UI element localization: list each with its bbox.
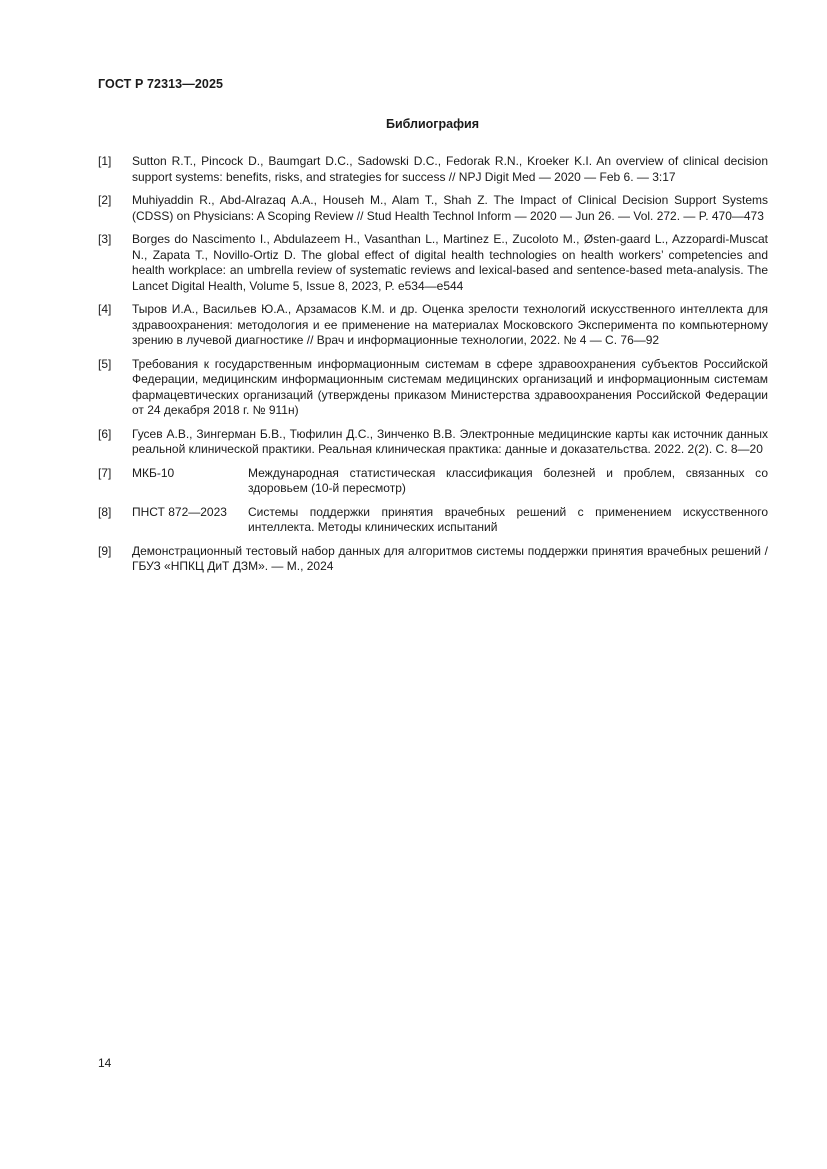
reference-text: Sutton R.T., Pincock D., Baumgart D.C., Sadowski D.C., Fedorak R.N., Kroeker K.I. An overview of clinical decision support systems: benefits, risks, and strategies for success // NPJ Digit Med — 2020 — Feb 6. — 3:17 [132,154,768,184]
reference-text: Требования к государственным информационным системам в сфере здравоохранения субъектов Российской Федерации, медицинским информационным системам медицинских организаций и информационным системам фармацевтических организаций (утверждены приказом Министерства здравоохранения Российской Федерации от 24 декабря 2018 г. № 911н) [132,356,768,417]
reference-item [98,193,768,224]
reference-item [98,302,768,349]
reference-item [98,357,768,419]
reference-number: [4] [98,302,112,316]
standard-code: ГОСТ Р 72313—2025 [98,77,224,91]
reference-number: [1] [98,154,112,168]
reference-number: [8] [98,504,112,519]
bibliography-list [98,154,768,583]
reference-number: [3] [98,232,112,246]
reference-number: [6] [98,426,112,441]
reference-item [98,466,768,497]
reference-number: [9] [98,543,112,558]
reference-item [98,544,768,575]
reference-number: [2] [98,193,112,207]
reference-number: [5] [98,356,112,371]
reference-text: Muhiyaddin R., Abd-Alrazaq A.A., Househ M., Alam T., Shah Z. The Impact of Clinical Decision Support Systems (CDSS) on Physicians: A Scoping Review // Stud Health Technol Inform — 2020 — Jun 26. — Vol. 272. — P. 470—473 [132,193,768,223]
reference-number: [7] [98,465,112,480]
reference-text: Borges do Nascimento I., Abdulazeem H., Vasanthan L., Martinez E., Zucoloto M., Østen-gaard L., Azzopardi-Muscat N., Zapata T., Novillo-Ortiz D. The global effect of digital health technologies on health workers’ competencies and health workplace: an umbrella review of systematic reviews and lexical-based and sentence-based meta-analysis. The Lancet Digital Health, Volume 5, Issue 8, 2023, P. e534—e544 [132,232,768,293]
reference-code: МКБ-10 [132,465,175,480]
reference-text: Тыров И.А., Васильев Ю.А., Арзамасов К.М. и др. Оценка зрелости технологий искусственного интеллекта для здравоохранения: методология и ее применение на материалах Московского Эксперимента по компьютерному зрению в лучевой диагностике // Врач и информационные технологии, 2022. № 4 — С. 76—92 [132,302,768,347]
page-number: 14 [98,1056,112,1070]
reference-item [98,427,768,458]
reference-text: Системы поддержки принятия врачебных решений с применением искусственного интеллекта. Методы клинических испытаний [248,504,768,534]
reference-text: Гусев А.В., Зингерман Б.В., Тюфилин Д.С., Зинченко В.В. Электронные медицинские карты как источник данных реальной клинической практики. Реальная клиническая практика: данные и доказательства. 2022. 2(2). С. 8—20 [132,426,768,456]
reference-text: Демонстрационный тестовый набор данных для алгоритмов системы поддержки принятия врачебных решений / ГБУЗ «НПКЦ ДиТ ДЗМ». — М., 2024 [132,543,768,573]
reference-item [98,232,768,294]
reference-item [98,154,768,185]
reference-text: Международная статистическая классификация болезней и проблем, связанных со здоровьем (10-й пересмотр) [248,465,768,495]
bibliography-title: Библиография [385,117,480,131]
reference-item [98,505,768,536]
reference-code: ПНСТ 872—2023 [132,504,227,519]
